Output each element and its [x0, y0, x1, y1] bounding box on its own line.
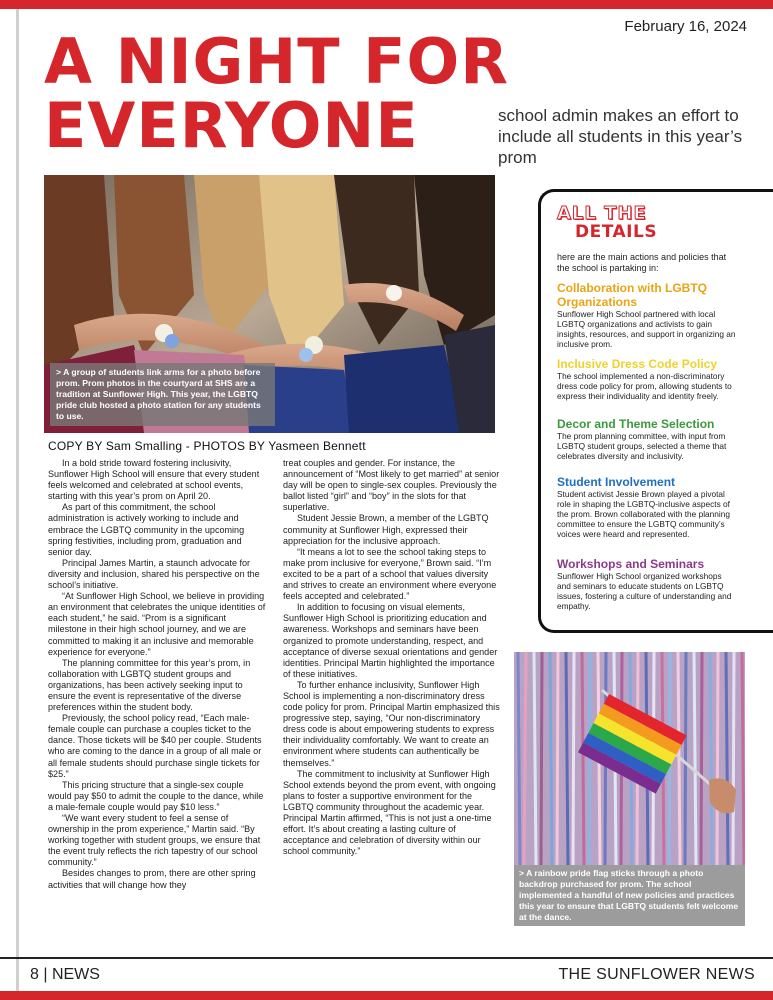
- article-column-1: [48, 458, 266, 891]
- article-paragraph: “It means a lot to see the school taking steps to make prom inclusive for everyone,” Brown said. “I’m excited to be a part of a school that values diversity and strives to create an environment where everyone feels accepted and celebrated.”: [283, 546, 497, 602]
- headline: [44, 25, 509, 162]
- page-folio: 8 | NEWS: [30, 966, 100, 983]
- article-paragraph: Principal James Martin, a staunch advocate for diversity and inclusion, shared his perspective on the school’s initiative.: [48, 557, 260, 591]
- footer-rule: [0, 957, 773, 959]
- details-title-line-1: ALL THE: [557, 203, 647, 224]
- side-rule: [16, 9, 19, 991]
- detail-heading: Inclusive Dress Code Policy: [557, 357, 718, 371]
- detail-heading: Collaboration with LGBTQ Organizations: [557, 281, 707, 309]
- article-paragraph: “We want every student to feel a sense of ownership in the prom experience,” Martin said. “By working together with student groups, we ensure that the event truly reflects the rich tapestry of our school community.”: [48, 813, 261, 868]
- detail-item: [557, 281, 737, 349]
- bottom-accent-bar: [0, 991, 773, 1000]
- article-paragraph: In a bold stride toward fostering inclusivity, Sunflower High School will ensure that every student feels welcomed and celebrated at school events, starting with this year’s prom on April 20.: [48, 458, 260, 502]
- detail-item: [557, 357, 737, 401]
- article-paragraph: treat couples and gender. For instance, the announcement of “Most likely to get married” at senior day will be open to single-sex couples. Previously the ballot listed “girl” and “boy” in the slots for that superlative.: [283, 458, 500, 513]
- detail-text: The prom planning committee, with input from LGBTQ student groups, selected a theme that celebrates diversity and inclusivity.: [557, 431, 727, 461]
- detail-heading: Workshops and Seminars: [557, 557, 705, 571]
- article-paragraph: The planning committee for this year’s prom, in collaboration with LGBTQ student groups and organizations, has been actively seeking input to ensure the event is representative of the diverse preferences within the student body.: [48, 657, 251, 713]
- issue-date: February 16, 2024: [624, 18, 747, 35]
- article-paragraph: As part of this commitment, the school administration is actively working to include and embrace the LGBTQ community in the upcoming spring festivities, including prom, graduation and senior day.: [48, 502, 245, 557]
- subheadline: school admin makes an effort to include all students in this year’s prom: [498, 106, 743, 167]
- headline-line-2: EVERYONE: [44, 89, 419, 162]
- detail-text: Sunflower High School partnered with local LGBTQ organizations and activists to gain insights, resources, and support in organizing an inclusive prom.: [557, 309, 736, 349]
- detail-item: [557, 557, 737, 611]
- headline-line-1: A NIGHT FOR: [44, 25, 509, 98]
- detail-item: [557, 475, 737, 539]
- article-paragraph: To further enhance inclusivity, Sunflower High School is implementing a non-discriminatory dress code policy for prom. Principal Martin emphasized this progressive step, saying, “Our non-discriminatory dress code is about empowering students to express their individuality comfortably. We want to create an environment where students can authentically be themselves.”: [283, 679, 500, 768]
- detail-heading: Student Involvement: [557, 475, 676, 489]
- detail-heading: Decor and Theme Selection: [557, 417, 715, 431]
- pride-flag-image: [514, 652, 745, 865]
- details-title: [557, 205, 657, 241]
- details-title-line-2: DETAILS: [575, 222, 658, 242]
- article-paragraph: This pricing structure that a single-sex couple would pay $50 to admit the couple to the dance, while a male-female couple would pay $10 less.”: [48, 779, 264, 812]
- top-accent-bar: [0, 0, 773, 9]
- detail-item: [557, 417, 737, 461]
- byline-credit: COPY BY Sam Smalling - PHOTOS BY Yasmeen Bennett: [48, 439, 366, 453]
- publication-name: THE SUNFLOWER NEWS: [558, 966, 755, 983]
- detail-text: Student activist Jessie Brown played a pivotal role in shaping the LGBTQ-inclusive aspects of the prom. Brown collaborated with the planning committee to ensure the LGBTQ community’s voices were heard and represented.: [557, 489, 730, 539]
- photo-caption-2: > A rainbow pride flag sticks through a photo backdrop purchased for prom. The school implemented a handful of new policies and practices this year to ensure that LGBTQ students felt welcome at the dance.: [514, 865, 745, 926]
- article-paragraph: Besides changes to prom, there are other spring activities that will change how they: [48, 868, 256, 890]
- article-paragraph: The commitment to inclusivity at Sunflower High School extends beyond the prom event, with ongoing plans to foster a supportive environment for the LGBTQ community throughout the academic year. Principal Martin affirmed, “This is not just a one-time effort. It’s about creating a lasting culture of acceptance and celebration of diversity within our school community.”: [283, 768, 496, 857]
- detail-text: The school implemented a non-discriminatory dress code policy for prom, allowing students to express their individuality and identity freely.: [557, 371, 732, 401]
- photo-caption-1: > A group of students link arms for a photo before prom. Prom photos in the courtyard at SHS are a tradition at Sunflower High. This year, the LGBTQ pride club hosted a photo station for any students to use.: [50, 363, 275, 426]
- article-paragraph: In addition to focusing on visual elements, Sunflower High School is prioritizing education and awareness. Workshops and seminars have been organized to promote understanding, respect, and acceptance of diverse sexual orientations and gender identities. Principal Martin highlighted the importance of these initiatives.: [283, 602, 498, 679]
- detail-text: Sunflower High School organized workshops and seminars to educate students on LGBTQ issues, fostering a culture of understanding and empathy.: [557, 571, 732, 611]
- pride-flag-photo: [514, 652, 745, 865]
- article-paragraph: Previously, the school policy read, “Each male-female couple can purchase a couples ticket to the dance. Those tickets will be $40 per couple. Students who are coming to the dance in a group of all male or all female students should purchase single tickets for $25.”: [48, 713, 262, 779]
- details-intro: here are the main actions and policies that the school is partaking in:: [557, 252, 727, 273]
- article-column-2: [283, 458, 501, 857]
- article-paragraph: Student Jessie Brown, a member of the LGBTQ community at Sunflower High, expressed their appreciation for the inclusive approach.: [283, 513, 489, 546]
- article-paragraph: “At Sunflower High School, we believe in providing an environment that celebrates the unique identities of each student,” he said. “Prom is a significant milestone in their high school journey, and we are committed to making it an inclusive and memorable experience for everyone.”: [48, 591, 266, 657]
